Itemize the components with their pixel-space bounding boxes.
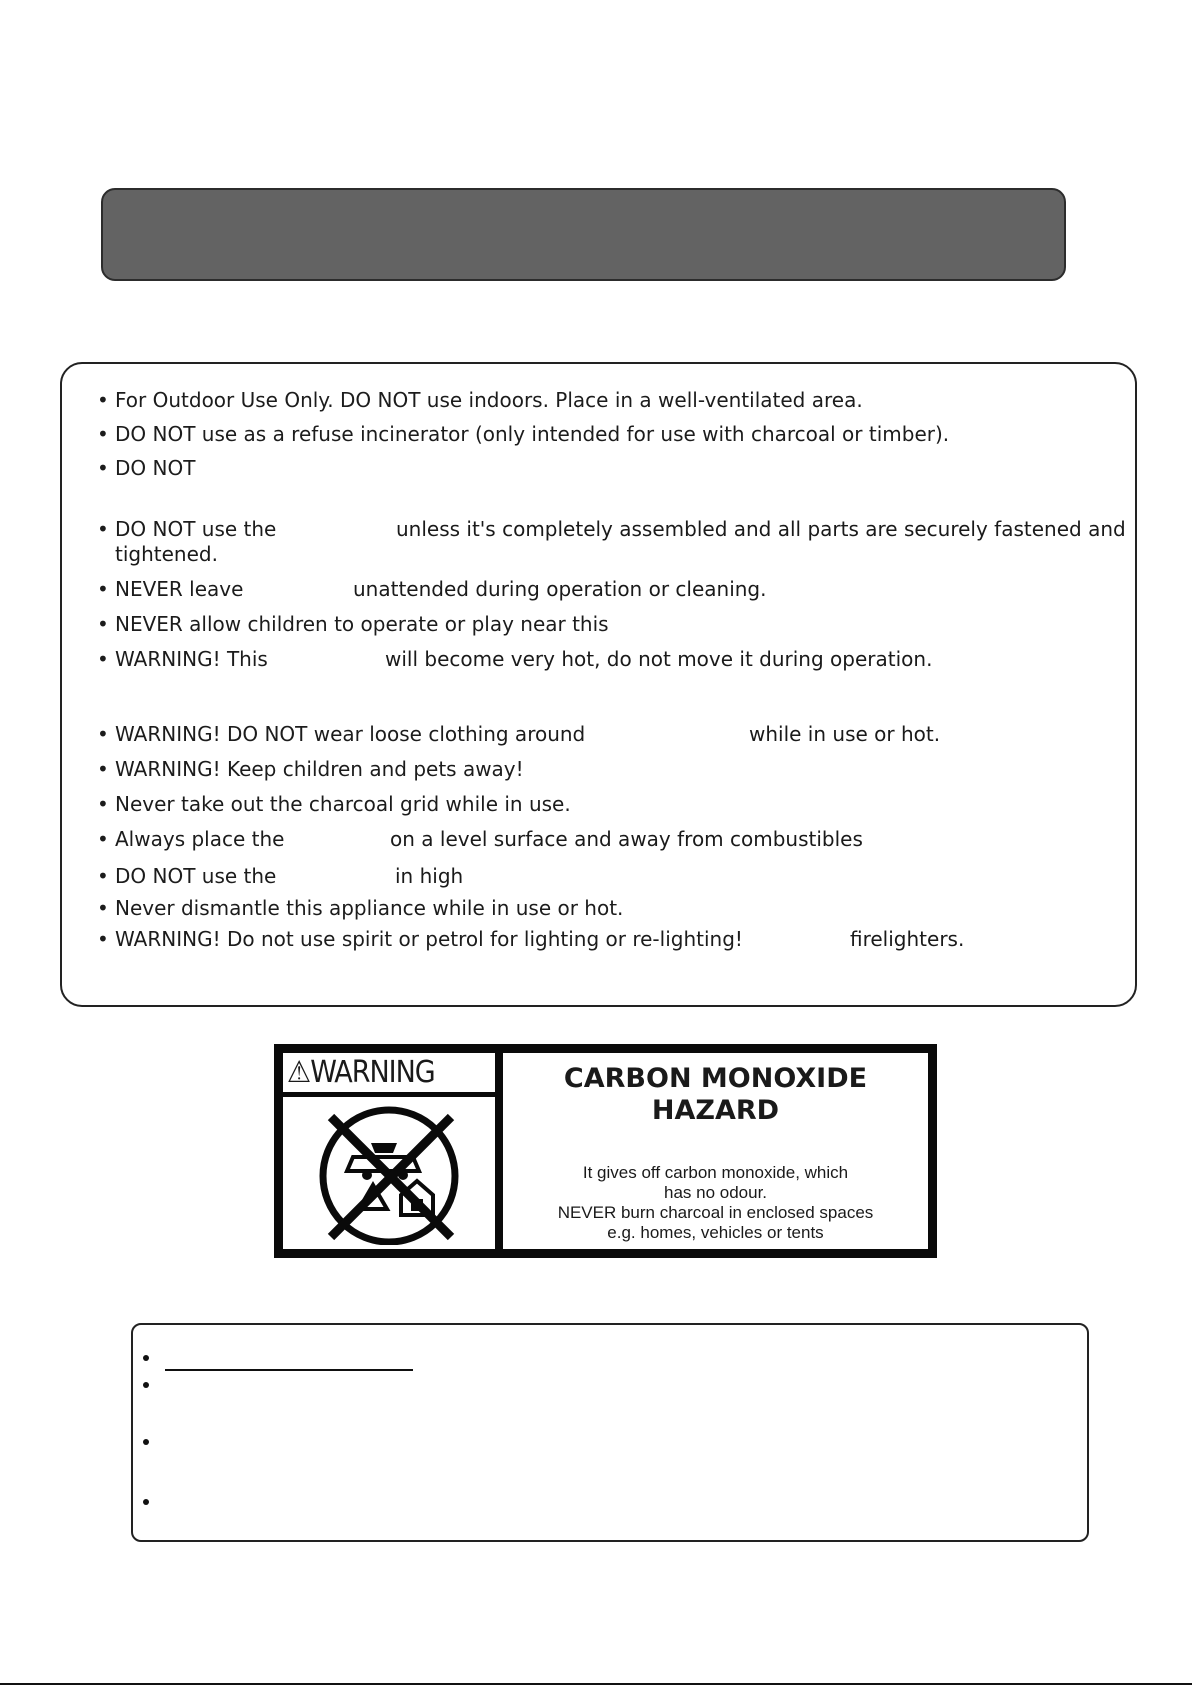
bullet: • — [97, 864, 109, 888]
bullet-dot — [143, 1499, 149, 1505]
bullet: • — [97, 422, 109, 446]
co-body-line: e.g. homes, vehicles or tents — [607, 1223, 824, 1242]
bullet-dot — [143, 1355, 149, 1361]
warning-text: WARNING! This — [115, 647, 268, 671]
warning-item — [97, 422, 949, 447]
co-body-line: It gives off carbon monoxide, which — [582, 1163, 849, 1182]
warning-item — [97, 388, 863, 413]
warning-text: WARNING! Do not use spirit or petrol for lighting or re-lighting! — [115, 927, 743, 951]
bullet: • — [97, 647, 109, 671]
bullet: • — [97, 517, 109, 541]
warning-text: NEVER leave — [115, 577, 244, 601]
warning-text-continued: tightened. — [115, 542, 218, 566]
bullet: • — [97, 722, 109, 746]
co-warning-heading: ⚠WARNING — [283, 1053, 495, 1097]
bullet-dot — [143, 1382, 149, 1388]
co-label-right-panel — [503, 1053, 928, 1249]
warning-text: Never take out the charcoal grid while in use. — [115, 792, 571, 816]
bullet: • — [97, 388, 109, 412]
co-body-line: NEVER burn charcoal in enclosed spaces — [557, 1203, 874, 1222]
warning-item — [97, 647, 268, 672]
warning-text-continued: unless it's completely assembled and all parts are securely fastened and — [396, 517, 1126, 541]
warning-text-continued: on a level surface and away from combustibles — [390, 827, 863, 851]
bullet: • — [97, 927, 109, 951]
title-banner — [101, 188, 1066, 281]
co-body-text — [503, 1163, 928, 1243]
co-title-line: CARBON MONOXIDE — [563, 1063, 868, 1094]
warning-item — [97, 896, 623, 921]
warning-text: DO NOT use as a refuse incinerator (only intended for use with charcoal or timber). — [115, 422, 950, 446]
warning-item — [97, 757, 524, 782]
warning-text: WARNING! Keep children and pets away! — [115, 757, 524, 781]
bullet: • — [97, 827, 109, 851]
warning-text-continued: unattended during operation or cleaning. — [353, 577, 767, 601]
no-indoor-burning-icon — [311, 1103, 467, 1245]
carbon-monoxide-warning-label — [274, 1044, 937, 1258]
warning-item — [97, 612, 609, 637]
bullet: • — [97, 896, 109, 920]
warning-text: NEVER allow children to operate or play near this — [115, 612, 609, 636]
warning-item — [97, 827, 284, 852]
warning-text: Always place the — [115, 827, 285, 851]
warning-text: DO NOT use the — [115, 864, 277, 888]
warning-text-continued: firelighters. — [850, 927, 965, 951]
warning-text: For Outdoor Use Only. DO NOT use indoors. Place in a well-ventilated area. — [115, 388, 863, 412]
bullet: • — [97, 792, 109, 816]
warning-text: DO NOT use the — [115, 517, 277, 541]
warning-text: WARNING! DO NOT wear loose clothing around — [115, 722, 586, 746]
bullet: • — [97, 612, 109, 636]
warning-text-continued: will become very hot, do not move it during operation. — [385, 647, 933, 671]
warning-text-continued: while in use or hot. — [749, 722, 941, 746]
warning-text: Never dismantle this appliance while in use or hot. — [115, 896, 624, 920]
safety-warnings-box — [60, 362, 1137, 1007]
co-title-line: HAZARD — [651, 1095, 780, 1126]
bullet-dot — [143, 1439, 149, 1445]
co-label-left-panel — [283, 1053, 503, 1249]
notes-box — [131, 1323, 1089, 1542]
bullet: • — [97, 757, 109, 781]
underline-rule — [165, 1369, 413, 1371]
co-title — [503, 1063, 928, 1127]
warning-item — [97, 577, 243, 602]
bullet: • — [97, 456, 109, 480]
warning-item — [97, 792, 571, 817]
co-body-line: has no odour. — [663, 1183, 768, 1202]
bullet: • — [97, 577, 109, 601]
warning-text-continued: in high — [395, 864, 464, 888]
warning-item — [97, 517, 276, 542]
warning-item — [97, 722, 585, 747]
warning-item — [97, 927, 743, 952]
warning-item — [97, 456, 195, 481]
warning-item — [97, 864, 276, 889]
warning-text: DO NOT — [115, 456, 196, 480]
